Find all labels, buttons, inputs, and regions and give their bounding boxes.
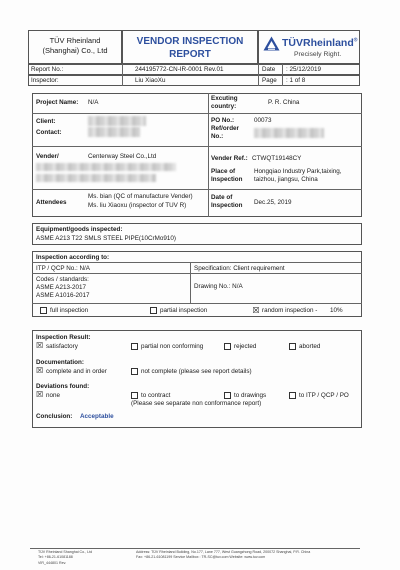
- partial-nc-label: partial non conforming: [141, 343, 204, 350]
- footer-company-line-2: Tel: +86-21-61081188: [38, 554, 73, 559]
- divider: [30, 548, 360, 549]
- code-2: ASME A1016-2017: [36, 292, 90, 299]
- ref-label-1: Ref/order: [211, 125, 239, 132]
- attendees-label: Attendees: [36, 199, 67, 206]
- partial-inspection-checkbox[interactable]: [150, 307, 157, 314]
- country-label-2: country:: [211, 103, 237, 110]
- satisfactory-label: satisfactory: [46, 343, 78, 350]
- full-inspection-label: full inspection: [50, 307, 89, 314]
- aborted-label: aborted: [299, 343, 321, 350]
- to-itp-label: to ITP / QCP / PO: [299, 392, 349, 399]
- footer-form-code: VIR_444801 Rev.: [38, 561, 67, 565]
- company-line-2: (Shanghai) Co., Ltd: [42, 46, 108, 56]
- partial-inspection-label: partial inspection: [160, 307, 208, 314]
- project-name-value: N/A: [88, 99, 99, 106]
- vender-value: Centerway Steel Co.,Ltd: [88, 153, 157, 160]
- inspection-date-label-2: Inspection: [211, 202, 243, 209]
- none-label: none: [46, 392, 61, 399]
- footer-address: [136, 550, 310, 559]
- report-no-value: 244195772-CN-IR-0001 Rev.01: [135, 66, 224, 73]
- place-value-2: taizhou, jiangsu, China: [254, 176, 318, 183]
- equipment-label: Equipment/goods inspected:: [36, 226, 123, 233]
- inspector-value: Liu XiaoXu: [135, 77, 166, 84]
- vender-redacted-1: [36, 163, 176, 171]
- ref-redacted: [254, 128, 324, 138]
- random-inspection-checkbox[interactable]: ☒: [252, 306, 260, 315]
- attendee-1: Ms. bian (QC of manufacture Vender): [88, 193, 193, 200]
- doc-not-complete-label: not complete (please see report details): [141, 368, 252, 375]
- logo-registered-mark: ®: [353, 37, 358, 44]
- vender-redacted-2: [36, 174, 156, 182]
- contact-label: Contact:: [36, 129, 62, 136]
- doc-complete-checkbox[interactable]: ☒: [36, 366, 44, 375]
- to-itp-checkbox[interactable]: [289, 392, 296, 399]
- divider: [32, 273, 362, 274]
- inspection-date-value: Dec.25, 2019: [254, 199, 292, 206]
- drawing-label: Drawing No.: N/A: [194, 283, 243, 290]
- country-value: P. R. China: [268, 99, 300, 106]
- company-name: [28, 36, 122, 56]
- project-block: [32, 93, 362, 217]
- date-value: : 25/12/2019: [286, 66, 322, 73]
- partial-nc-checkbox[interactable]: [131, 343, 138, 350]
- conclusion-label: Conclusion:: [36, 413, 73, 420]
- footer-company-line-1: TÜV Rheinland Shanghai Co., Ltd: [38, 550, 93, 554]
- conclusion-value: Acceptable: [80, 413, 114, 420]
- inspection-date-label-1: Date of: [211, 194, 233, 201]
- vender-ref-value: CTWQT19148CY: [252, 155, 302, 162]
- to-contract-label: to contract: [141, 392, 171, 399]
- full-inspection-checkbox[interactable]: [40, 307, 47, 314]
- tuv-triangle-logo-icon: [263, 36, 280, 51]
- to-drawings-checkbox[interactable]: [224, 392, 231, 399]
- company-line-1: TÜV Rheinland: [49, 36, 101, 45]
- random-inspection-percent: 10%: [330, 307, 343, 314]
- itp-qcp-label: ITP / QCP No.: N/A: [36, 265, 91, 272]
- place-value-1: Hongqiao Industry Park,taixing,: [254, 168, 342, 175]
- report-no-label: Report No.:: [31, 66, 64, 73]
- report-title-line-2: REPORT: [169, 48, 211, 60]
- rejected-checkbox[interactable]: [224, 343, 231, 350]
- inspection-according-label: Inspection according to:: [36, 254, 110, 261]
- specification-label: Specification: Client requirement: [194, 265, 285, 272]
- report-title-line-1: VENDOR INSPECTION: [136, 36, 244, 47]
- logo-tagline: Precisely Right.: [294, 51, 342, 58]
- rejected-label: rejected: [234, 343, 257, 350]
- code-1: ASME A213-2017: [36, 284, 87, 291]
- report-title: [122, 36, 258, 61]
- place-label-1: Place of: [211, 168, 236, 175]
- contact-redacted: [88, 127, 140, 137]
- client-label: Client:: [36, 118, 56, 125]
- vender-label: Vender/: [36, 153, 59, 160]
- aborted-checkbox[interactable]: [289, 343, 296, 350]
- divider: [282, 64, 283, 86]
- footer-address-line-2: Fax: +86-21-61081199 Service Mailbox : TR-SC@tuv.com Website: www.tuv.com: [136, 554, 266, 559]
- country-label-1: Excuting: [211, 95, 238, 102]
- divider: [122, 64, 123, 86]
- logo-wordmark: [282, 37, 357, 50]
- to-contract-checkbox[interactable]: [131, 392, 138, 399]
- vender-ref-label: Vender Ref.:: [211, 155, 248, 162]
- project-name-label: Project Name:: [36, 99, 79, 106]
- divider: [258, 64, 259, 86]
- inspection-result-label: Inspection Result:: [36, 334, 91, 341]
- divider: [190, 262, 191, 303]
- logo-name: TÜVRheinland: [282, 37, 354, 49]
- footer-address-line-1: Address: TÜV Rheinland Building, No.177, Lane 777, West Guangzhong Road, 200072 Shanghai, P.R. China: [136, 550, 311, 554]
- doc-complete-label: complete and in order: [46, 368, 107, 375]
- header-info-row-2: [28, 75, 360, 86]
- divider: [208, 93, 209, 217]
- random-inspection-label: random inspection -: [262, 307, 318, 314]
- inspector-label: Inspector:: [31, 77, 59, 84]
- client-redacted: [88, 116, 146, 126]
- date-label: Date: [262, 66, 276, 73]
- page-label: Page: [262, 77, 277, 84]
- deviations-label: Deviations found:: [36, 383, 90, 390]
- ref-label-2: No.:: [211, 133, 224, 140]
- documentation-label: Documentation:: [36, 359, 84, 366]
- none-checkbox[interactable]: ☒: [36, 390, 44, 399]
- page-value: : 1 of 8: [286, 77, 306, 84]
- to-drawings-label: to drawings: [234, 392, 267, 399]
- see-separate-note: (Please see separate non conformance report): [131, 400, 262, 407]
- place-label-2: Inspection: [211, 176, 243, 183]
- footer-company: [38, 550, 92, 559]
- divider: [32, 303, 362, 304]
- codes-label: Codes / standards:: [36, 276, 89, 283]
- divider: [32, 146, 362, 147]
- divider: [32, 189, 362, 190]
- satisfactory-checkbox[interactable]: ☒: [36, 341, 44, 350]
- po-value: 00073: [254, 117, 272, 124]
- doc-not-complete-checkbox[interactable]: [131, 368, 138, 375]
- attendee-2: Ms. liu Xiaoxu (inspector of TUV R): [88, 202, 187, 209]
- equipment-value: ASME A213 T22 SMLS STEEL PIPE(10CrMo910): [36, 235, 176, 242]
- divider: [32, 262, 362, 263]
- po-label: PO No.:: [211, 117, 235, 124]
- divider: [32, 113, 362, 114]
